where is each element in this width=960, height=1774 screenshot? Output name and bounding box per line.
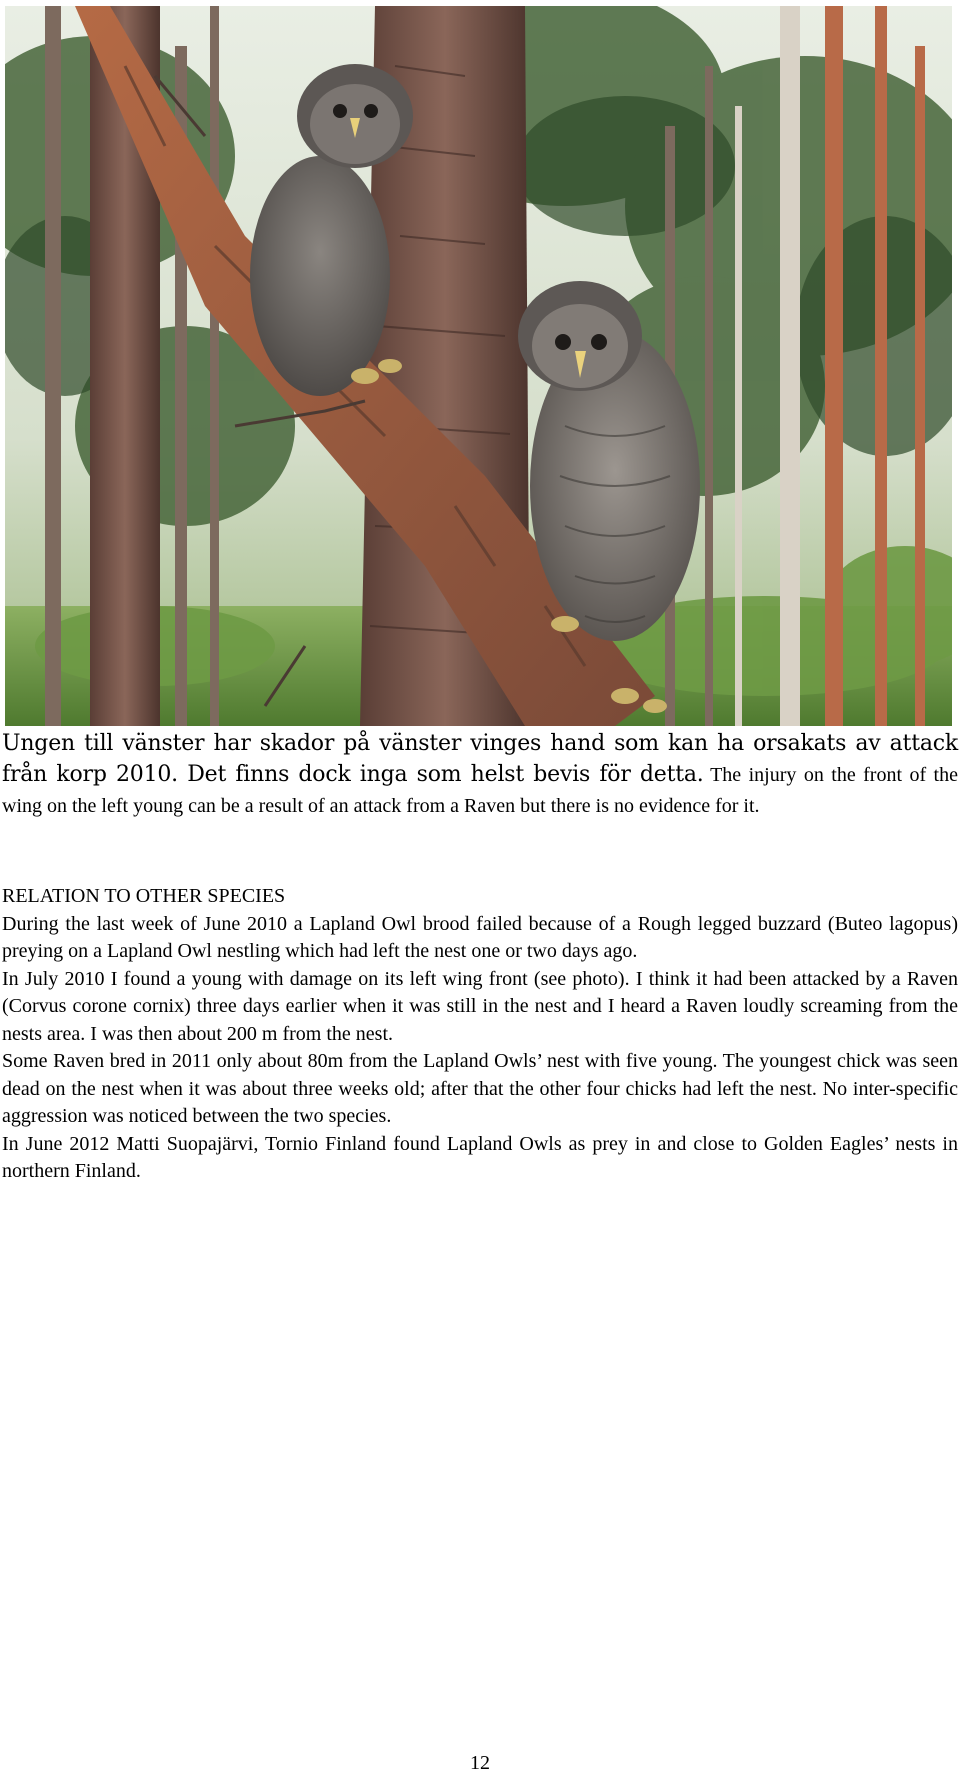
paragraph-buzzard: During the last week of June 2010 a Lapland Owl brood failed because of a Rough legged buzzard (Buteo lagopus) preying on a Lapland Owl nestling which had left the nest one or two days ago. (2, 912, 958, 962)
owl-photo (5, 6, 952, 726)
caption-swedish: Ungen till vänster har skador på vänster vinges hand som kan ha orsakats av attack från korp 2010. Det finns dock inga som helst bevis för detta. (2, 731, 958, 787)
caption-english: The injury on the front of the wing on the left young can be a result of an attack from a Raven but there is no evidence for it. (2, 764, 958, 817)
page-number: 12 (470, 1752, 490, 1774)
article-section (2, 883, 958, 1186)
paragraph-raven-nest: Some Raven bred in 2011 only about 80m from the Lapland Owls’ nest with five young. The youngest chick was seen dead on the nest when it was about three weeks old; after that the other four chicks had left the nest. No inter-specific aggression was noticed between the two species. (2, 1050, 958, 1127)
paragraph-golden-eagle: In June 2012 Matti Suopajärvi, Tornio Finland found Lapland Owls as prey in and close to Golden Eagles’ nests in northern Finland. (2, 1132, 958, 1182)
section-heading: RELATION TO OTHER SPECIES (2, 885, 286, 907)
photo-caption (2, 728, 958, 822)
paragraph-raven-attack: In July 2010 I found a young with damage on its left wing front (see photo). I think it had been attacked by a Raven (Corvus corone cornix) three days earlier when it was still in the nest and I heard a Raven loudly screaming from the nests area. I was then about 200 m from the nest. (2, 967, 958, 1045)
owl-photo-illustration (5, 6, 952, 726)
